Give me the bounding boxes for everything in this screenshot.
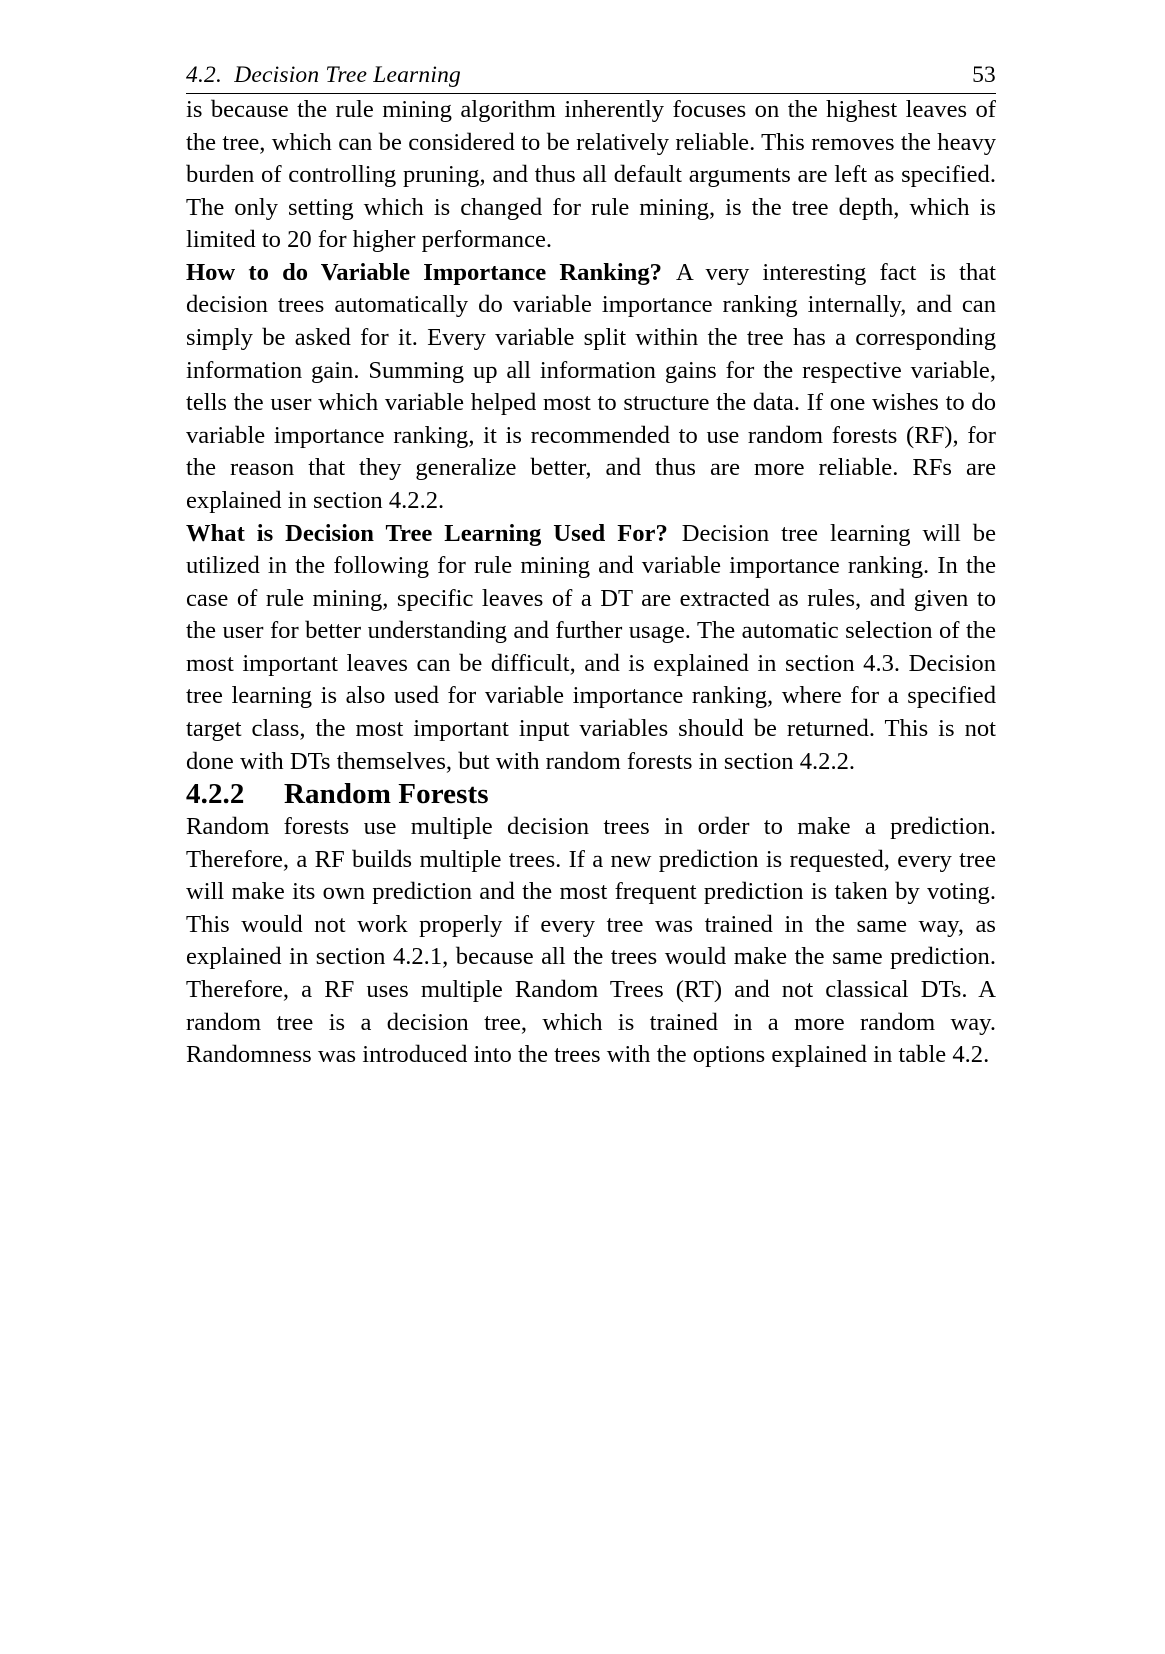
runin-heading-variable-importance: How to do Variable Importance Ranking?	[186, 258, 662, 286]
section-heading-random-forests	[186, 778, 996, 811]
section-heading-number: 4.2.2	[186, 778, 245, 811]
running-head-title: 4.2. Decision Tree Learning	[186, 62, 461, 88]
runin-heading-used-for: What is Decision Tree Learning Used For?	[186, 519, 668, 547]
paragraph-variable-importance	[186, 257, 996, 518]
paragraph-random-forests: Random forests use multiple decision trees in order to make a prediction. Therefore, a RF builds multiple trees. If a new prediction is requested, every tree will make its own prediction and the most frequent prediction is taken by voting. This would not work properly if every tree was trained in the same way, as explained in section 4.2.1, because all the trees would make the same prediction. Therefore, a RF uses multiple Random Trees (RT) and not classical DTs. A random tree is a decision tree, which is trained in a more random way. Randomness was introduced into the trees with the options explained in table 4.2.	[186, 813, 996, 1069]
page-content	[186, 62, 996, 1072]
running-head	[186, 62, 996, 89]
section-heading-title: Random Forests	[284, 778, 489, 811]
page-number: 53	[972, 62, 996, 88]
paragraph-used-for	[186, 518, 996, 779]
paragraph-variable-importance-text: A very interesting fact is that decision trees automatically do variable importance ranking internally, and can simply be asked for it. Every variable split within the tree has a corresponding information gain. Summing up all information gains for the respective variable, tells the user which variable helped most to structure the data. If one wishes to do variable importance ranking, it is recommended to use random forests (RF), for the reason that they generalize better, and thus are more reliable. RFs are explained in section 4.2.2.	[186, 258, 996, 514]
paragraph-intro: is because the rule mining algorithm inherently focuses on the highest leaves of the tree, which can be considered to be relatively reliable. This removes the heavy burden of controlling pruning, and thus all default arguments are left as specified. The only setting which is changed for rule mining, is the tree depth, which is limited to 20 for higher performance.	[186, 96, 996, 254]
paragraph-used-for-text: Decision tree learning will be utilized in the following for rule mining and variable importance ranking. In the case of rule mining, specific leaves of a DT are extracted as rules, and given to the user for better understanding and further usage. The automatic selection of the most important leaves can be difficult, and is explained in section 4.3. Decision tree learning is also used for variable importance ranking, where for a specified target class, the most important input variables should be returned. This is not done with DTs themselves, but with random forests in section 4.2.2.	[186, 519, 996, 775]
